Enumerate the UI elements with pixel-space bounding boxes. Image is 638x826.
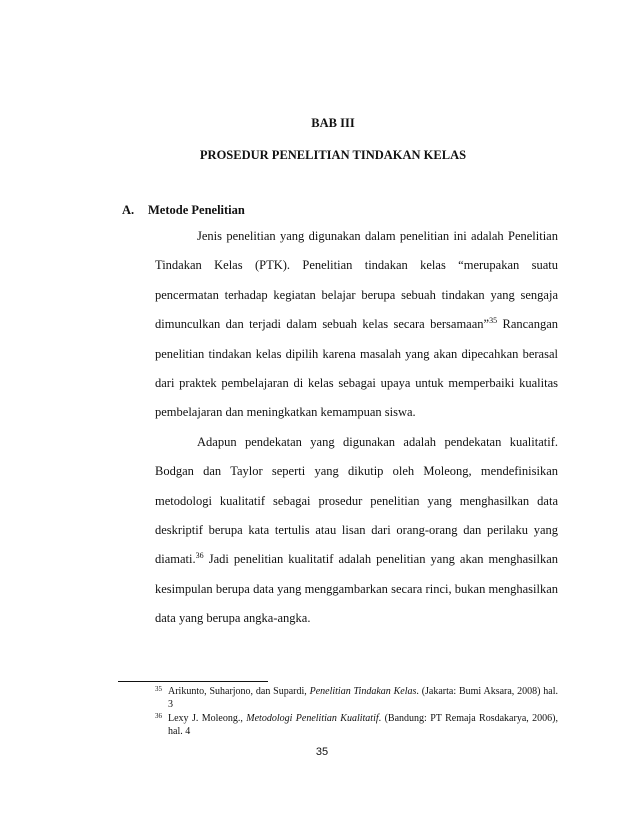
footnote-text: . (Bandung: PT Remaja Rosdakarya, 2006), hal. 4: [168, 713, 558, 737]
paragraph-text: Jadi penelitian kualitatif adalah penelitian yang akan menghasilkan kesimpulan berupa data yang menggambarkan secara rinci, bukan menghasilkan data yang berupa angka-angka.: [155, 552, 558, 626]
paragraph: [155, 222, 558, 428]
section-marker: A.: [122, 203, 135, 217]
footnote-text: Arikunto, Suharjono, dan Supardi,: [168, 686, 310, 697]
chapter-label: BAB III: [311, 116, 355, 130]
section-heading: [122, 203, 245, 218]
paragraph-text: Rancangan penelitian tindakan kelas dipilih karena masalah yang akan dipecahkan berasal dari praktek pembelajaran di kelas sebagai upaya untuk memperbaiki kualitas pembelajaran dan meningkatkan kemampuan siswa.: [155, 317, 559, 420]
body-text: [155, 222, 558, 634]
footnote-reference[interactable]: 36: [195, 551, 204, 561]
footnote-reference[interactable]: 35: [489, 316, 498, 326]
footnote-text: . (Jakarta: Bumi Aksara, 2008) hal. 3: [168, 686, 559, 710]
page-number: 35: [315, 746, 329, 758]
footnote-text: Lexy J. Moleong.,: [168, 713, 247, 725]
paragraph: [155, 428, 558, 634]
chapter-title: PROSEDUR PENELITIAN TINDAKAN KELAS: [199, 148, 467, 162]
footnote-divider: [118, 681, 268, 682]
footnote: [155, 713, 558, 738]
footnote-book-title: Metodologi Penelitian Kualitatif: [246, 713, 379, 725]
paragraph-text: Adapun pendekatan yang digunakan adalah pendekatan kualitatif. Bodgan dan Taylor seperti yang dikutip oleh Moleong, mendefinisikan metodologi kualitatif sebagai prosedur penelitian yang menghasilkan data deskriptif berupa kata tertulis atau lisan dari orang-orang dan perilaku yang diamati.: [155, 434, 558, 567]
section-title: Metode Penelitian: [148, 203, 245, 217]
footnote: [155, 686, 558, 711]
footnote-book-title: Penelitian Tindakan Kelas: [309, 686, 417, 697]
paragraph-text: Jenis penelitian yang digunakan dalam penelitian ini adalah Penelitian Tindakan Kelas (PTK). Penelitian tindakan kelas “merupakan suatu pencermatan terhadap kegiatan belajar berupa sebuah tindakan yang sengaja dimunculkan dan terjadi dalam sebuah kelas secara bersamaan”: [155, 229, 558, 332]
footnote-number: 35: [155, 685, 162, 693]
footnotes: [155, 686, 558, 740]
footnote-number: 36: [155, 712, 162, 721]
